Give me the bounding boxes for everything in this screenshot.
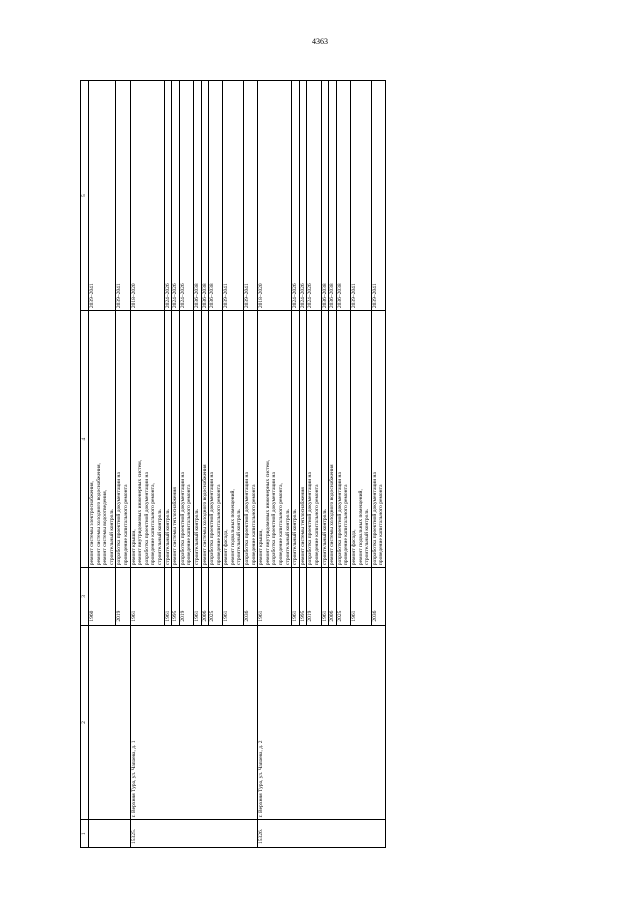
- repair-period-text: 2024–2026: [172, 283, 179, 309]
- work-description: [371, 311, 385, 568]
- repair-period-text: 2036–2038: [201, 283, 208, 309]
- work-description-text: разработка проектной документации на проведение капитального ремонта: [209, 472, 222, 566]
- repair-period-text: 2036–2038: [329, 283, 336, 309]
- repair-period-text: 2039–2041: [371, 283, 378, 309]
- repair-period: [89, 81, 116, 311]
- commission-year-text: 1995: [299, 610, 306, 622]
- work-description-text: разработка проектной документации на проведение капитального ремонта: [371, 472, 385, 566]
- work-description-text: разработка проектной документации на проведение капитального ремонта: [244, 472, 257, 566]
- commission-year-text: 1960: [89, 610, 95, 622]
- work-description: [193, 311, 201, 568]
- object-number: 15326.: [258, 820, 386, 848]
- repair-period-text: 2039–2041: [89, 283, 95, 309]
- work-description: [299, 311, 307, 568]
- commission-year-text: 2036: [371, 610, 378, 622]
- table-row: [130, 81, 164, 848]
- commission-year: [89, 568, 116, 626]
- commission-year: [299, 568, 307, 626]
- commission-year-text: 1961: [193, 610, 200, 622]
- commission-year-text: 2036: [244, 610, 251, 622]
- repair-period-text: 2018–2020: [130, 283, 137, 309]
- column-header-4: 4: [81, 311, 89, 568]
- commission-year-text: 1961: [223, 610, 230, 622]
- object-number: [89, 820, 131, 848]
- page-number: 4363: [312, 37, 328, 46]
- commission-year: [371, 568, 385, 626]
- repair-period: [292, 81, 300, 311]
- repair-period: [350, 81, 371, 311]
- column-header-3: 3: [81, 568, 89, 626]
- work-description-text: разработка проектной документации на проведение капитального ремонта: [307, 472, 320, 566]
- repair-period: [307, 81, 321, 311]
- repair-period: [299, 81, 307, 311]
- repair-period-text: 2024–2026: [179, 283, 186, 309]
- object-number: 15325.: [130, 820, 258, 848]
- work-description: [244, 311, 258, 568]
- commission-year: [172, 568, 180, 626]
- table-row: [89, 81, 116, 848]
- column-header-1: 1: [81, 820, 89, 848]
- work-description-text: строительный контроль: [164, 509, 171, 566]
- commission-year: [336, 568, 350, 626]
- commission-year: [223, 568, 244, 626]
- commission-year: [244, 568, 258, 626]
- repair-period-text: 2036–2038: [321, 283, 328, 309]
- repair-period-text: 2039–2041: [223, 283, 230, 309]
- work-description: [336, 311, 350, 568]
- work-description: [201, 311, 209, 568]
- work-description-text: разработка проектной документации на проведение капитального ремонта: [179, 472, 193, 566]
- commission-year-text: 2006: [201, 610, 208, 622]
- work-description-text: разработка проектной документации на проведение капитального ремонта: [336, 472, 350, 566]
- commission-year: [201, 568, 209, 626]
- work-description: [307, 311, 321, 568]
- work-description-text: ремонт фасада, ремонт подвальных помещений, строительный контроль: [350, 489, 371, 566]
- work-description: [179, 311, 193, 568]
- commission-year-text: 2025: [336, 610, 343, 622]
- object-address: г. Верхняя Тура, ул. Чапаева, д. 2: [258, 625, 386, 820]
- column-header-5: 5: [81, 81, 89, 311]
- commission-year: [164, 568, 172, 626]
- commission-year-text: 1961: [130, 610, 137, 622]
- commission-year-text: 1995: [172, 610, 179, 622]
- work-description: [292, 311, 300, 568]
- repair-period: [209, 81, 223, 311]
- repair-period: [258, 81, 292, 311]
- repair-period-text: 2036–2038: [193, 283, 200, 309]
- column-number-row: [81, 81, 89, 848]
- work-description: [321, 311, 329, 568]
- commission-year: [116, 568, 130, 626]
- work-description-text: строительный контроль: [292, 509, 299, 566]
- commission-year-text: 2006: [329, 610, 336, 622]
- repair-period-text: 2039–2041: [350, 283, 357, 309]
- repair-period: [321, 81, 329, 311]
- work-description-text: ремонт системы теплоснабжения: [172, 487, 179, 566]
- work-description: [164, 311, 172, 568]
- work-description-text: ремонт фасада, ремонт подвальных помещений, строительный контроль: [223, 489, 243, 566]
- object-address: г. Верхняя Тура, ул. Чапаева, д. 1: [130, 625, 258, 820]
- work-description-text: строительный контроль: [193, 509, 200, 566]
- commission-year: [350, 568, 371, 626]
- commission-year: [307, 568, 321, 626]
- commission-year-text: 1961: [164, 610, 171, 622]
- repair-period: [193, 81, 201, 311]
- commission-year: [130, 568, 164, 626]
- commission-year: [193, 568, 201, 626]
- commission-year-text: 1961: [321, 610, 328, 622]
- rotated-table-container: [80, 80, 600, 848]
- work-description: [223, 311, 244, 568]
- work-description-text: ремонт системы электроснабжения, ремонт системы холодного водоснабжения, ремонт системы водоотведения, строительный контроль: [89, 463, 115, 566]
- repair-period: [172, 81, 180, 311]
- work-description-text: ремонт системы холодного водоснабжения: [329, 464, 336, 566]
- repair-period-text: 2018–2020: [258, 283, 265, 309]
- commission-year-text: 1961: [350, 610, 357, 622]
- repair-period-text: 2036–2038: [336, 283, 343, 309]
- table-row: [258, 81, 292, 848]
- commission-year: [179, 568, 193, 626]
- work-description: [172, 311, 180, 568]
- work-description-text: ремонт системы холодного водоснабжения: [201, 464, 208, 566]
- commission-year-text: 2019: [116, 610, 123, 622]
- repair-period: [130, 81, 164, 311]
- repair-period-text: 2036–2038: [209, 283, 216, 309]
- work-description-text: ремонт крыши, ремонт внутридомовых инженерных систем, разработка проектной документации на проведение капитального ремонта, строительный контроль: [130, 459, 163, 566]
- repair-period-text: 2024–2026: [164, 283, 171, 309]
- commission-year-text: 2025: [209, 610, 216, 622]
- commission-year: [209, 568, 223, 626]
- table-body: [89, 81, 386, 848]
- commission-year-text: 2019: [307, 610, 314, 622]
- capital-repair-table: [80, 80, 386, 848]
- repair-period-text: 2039–2041: [116, 283, 123, 309]
- work-description: [116, 311, 130, 568]
- repair-period: [329, 81, 337, 311]
- repair-period-text: 2024–2026: [307, 283, 314, 309]
- repair-period: [371, 81, 385, 311]
- work-description-text: ремонт системы теплоснабжения: [299, 487, 306, 566]
- work-description: [89, 311, 116, 568]
- commission-year-text: 1961: [292, 610, 299, 622]
- object-address: [89, 625, 131, 820]
- commission-year-text: 1961: [258, 610, 265, 622]
- work-description-text: ремонт крыши, ремонт внутридомовых инженерных систем, разработка проектной документации на проведение капитального ремонта, строительный контроль: [258, 459, 291, 566]
- repair-period-text: 2024–2026: [299, 283, 306, 309]
- column-header-2: 2: [81, 625, 89, 820]
- repair-period: [244, 81, 258, 311]
- repair-period: [116, 81, 130, 311]
- repair-period: [223, 81, 244, 311]
- repair-period: [179, 81, 193, 311]
- work-description-text: строительный контроль: [321, 509, 328, 566]
- work-description: [350, 311, 371, 568]
- work-description: [130, 311, 164, 568]
- work-description: [329, 311, 337, 568]
- commission-year: [329, 568, 337, 626]
- commission-year: [292, 568, 300, 626]
- repair-period-text: 2039–2041: [244, 283, 251, 309]
- repair-period: [336, 81, 350, 311]
- repair-period: [201, 81, 209, 311]
- work-description-text: разработка проектной документации на проведение капитального ремонта: [116, 472, 129, 566]
- commission-year-text: 2019: [179, 610, 186, 622]
- work-description: [258, 311, 292, 568]
- commission-year: [321, 568, 329, 626]
- repair-period-text: 2024–2026: [292, 283, 299, 309]
- repair-period: [164, 81, 172, 311]
- work-description: [209, 311, 223, 568]
- commission-year: [258, 568, 292, 626]
